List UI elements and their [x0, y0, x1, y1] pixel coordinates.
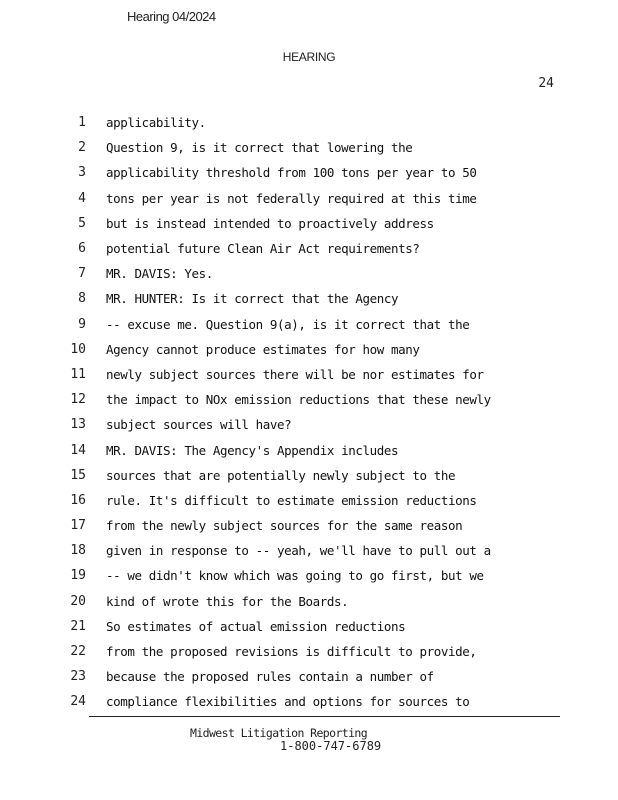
line-text: but is instead intended to proactively address — [106, 215, 434, 231]
transcript-line — [60, 261, 560, 286]
transcript-line — [60, 639, 560, 664]
line-text: because the proposed rules contain a number of — [106, 669, 434, 685]
line-text: MR. DAVIS: Yes. — [106, 266, 213, 282]
line-number: 17 — [70, 518, 86, 534]
transcript-line — [60, 236, 560, 261]
line-text: potential future Clean Air Act requirements? — [106, 241, 420, 257]
transcript-line — [60, 664, 560, 689]
transcript-line — [60, 362, 560, 387]
page-title: HEARING — [282, 50, 336, 64]
line-text: subject sources will have? — [106, 417, 292, 433]
transcript-line — [60, 110, 560, 135]
line-text: MR. DAVIS: The Agency's Appendix includes — [106, 442, 399, 458]
line-text: given in response to -- yeah, we'll have to pull out a — [106, 543, 491, 559]
line-number: 14 — [70, 442, 86, 458]
line-number: 15 — [70, 467, 86, 483]
line-text: compliance flexibilities and options for sources to — [106, 694, 470, 710]
line-text: applicability threshold from 100 tons per year to 50 — [106, 165, 477, 181]
line-text: So estimates of actual emission reductions — [106, 618, 406, 634]
transcript-line — [60, 286, 560, 311]
line-text: newly subject sources there will be nor estimates for — [106, 366, 484, 382]
line-number: 4 — [78, 190, 86, 206]
transcript-line — [60, 689, 560, 714]
transcript-body — [60, 110, 560, 715]
line-number: 19 — [70, 568, 86, 584]
line-number: 7 — [78, 266, 86, 282]
line-text: from the newly subject sources for the same reason — [106, 518, 463, 534]
line-number: 10 — [70, 341, 86, 357]
line-number: 22 — [70, 644, 86, 660]
line-text: tons per year is not federally required at this time — [106, 190, 477, 206]
line-number: 9 — [78, 316, 86, 332]
line-number: 24 — [70, 694, 86, 710]
line-text: Question 9, is it correct that lowering the — [106, 140, 413, 156]
transcript-line — [60, 589, 560, 614]
transcript-line — [60, 513, 560, 538]
line-number: 8 — [78, 291, 86, 307]
header-date: Hearing 04/2024 — [127, 9, 216, 24]
transcript-line — [60, 412, 560, 437]
line-number: 11 — [70, 366, 86, 382]
transcript-line — [60, 437, 560, 462]
transcript-line — [60, 160, 560, 185]
line-number: 12 — [70, 392, 86, 408]
line-text: applicability. — [106, 115, 206, 131]
transcript-line — [60, 186, 560, 211]
line-text: rule. It's difficult to estimate emission reductions — [106, 492, 477, 508]
line-number: 2 — [78, 140, 86, 156]
footer-company: Midwest Litigation Reporting — [190, 726, 368, 740]
line-number: 21 — [70, 618, 86, 634]
line-number: 16 — [70, 492, 86, 508]
transcript-line — [60, 463, 560, 488]
line-text: MR. HUNTER: Is it correct that the Agency — [106, 291, 399, 307]
transcript-line — [60, 211, 560, 236]
line-text: the impact to NOx emission reductions that these newly — [106, 392, 491, 408]
line-number: 3 — [78, 165, 86, 181]
transcript-line — [60, 538, 560, 563]
footer-phone: 1-800-747-6789 — [280, 739, 382, 753]
line-number: 20 — [70, 593, 86, 609]
line-number: 23 — [70, 669, 86, 685]
transcript-line — [60, 488, 560, 513]
line-text: kind of wrote this for the Boards. — [106, 593, 349, 609]
line-text: -- we didn't know which was going to go first, but we — [106, 568, 484, 584]
footer-divider — [89, 716, 560, 717]
line-number: 5 — [78, 215, 86, 231]
page-number: 24 — [538, 76, 554, 91]
transcript-line — [60, 614, 560, 639]
transcript-line — [60, 312, 560, 337]
transcript-line — [60, 337, 560, 362]
transcript-line — [60, 387, 560, 412]
line-text: sources that are potentially newly subject to the — [106, 467, 456, 483]
line-text: Agency cannot produce estimates for how many — [106, 341, 420, 357]
line-number: 6 — [78, 241, 86, 257]
line-number: 18 — [70, 543, 86, 559]
transcript-line — [60, 135, 560, 160]
line-number: 1 — [78, 115, 86, 131]
line-text: -- excuse me. Question 9(a), is it correct that the — [106, 316, 470, 332]
line-text: from the proposed revisions is difficult to provide, — [106, 644, 477, 660]
line-number: 13 — [70, 417, 86, 433]
transcript-line — [60, 563, 560, 588]
